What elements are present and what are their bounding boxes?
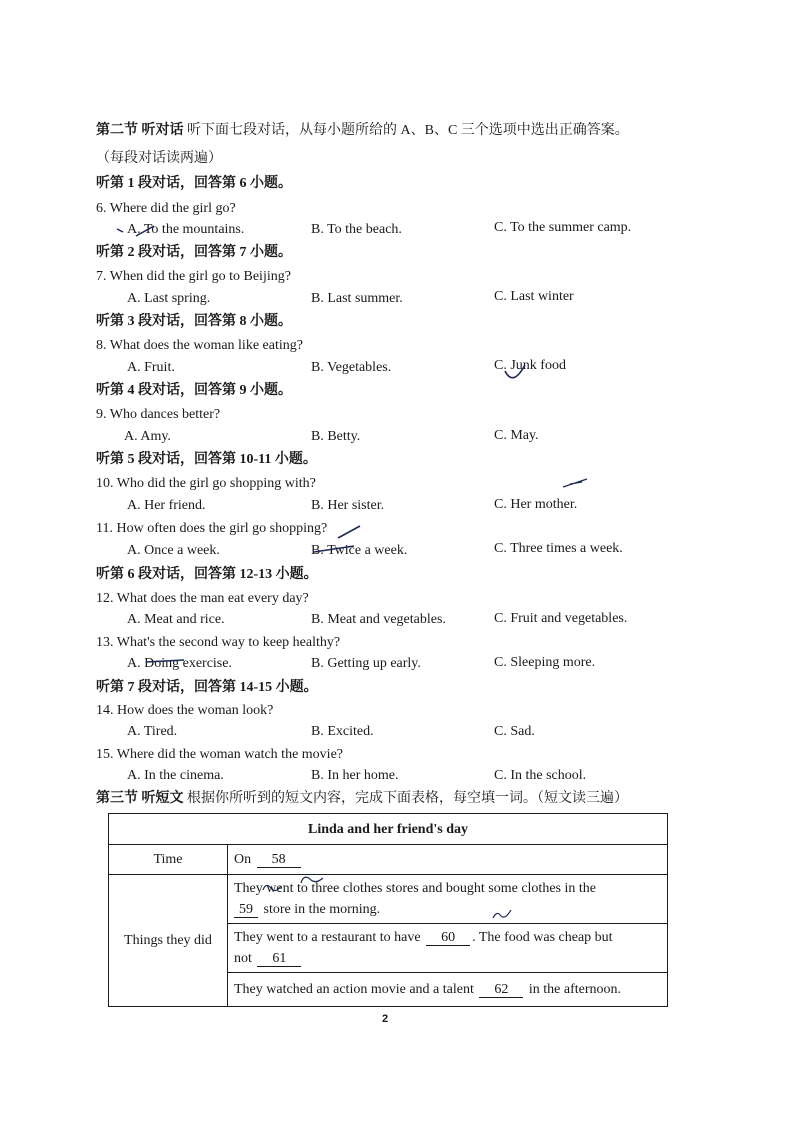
pen-mark-q6 xyxy=(117,229,123,232)
option-a: A. Meat and rice. xyxy=(127,612,225,627)
blank-61: 61 xyxy=(257,951,301,967)
option-a: A. Tired. xyxy=(127,724,178,739)
pen-mark-q10 xyxy=(563,479,587,487)
question-text: 8. What does the woman like eating? xyxy=(96,338,303,353)
question-text: 14. How does the woman look? xyxy=(96,703,274,718)
option-b: B. Betty. xyxy=(311,429,361,444)
question-text: 13. What's the second way to keep healthy? xyxy=(96,635,341,650)
question-text: 11. How often does the girl go shopping? xyxy=(96,521,328,536)
section3-heading-line xyxy=(96,790,628,808)
row2-text: They went to a restaurant to have xyxy=(234,930,421,945)
row1-text: They went to three clothes stores and bought some clothes in the xyxy=(234,881,596,896)
option-c: C. To the summer camp. xyxy=(494,220,632,235)
section2-heading: 第二节 听对话 xyxy=(96,123,184,138)
section3-heading: 第三节 听短文 xyxy=(96,791,184,806)
question-text: 12. What does the man eat every day? xyxy=(96,591,309,606)
option-a: A. Once a week. xyxy=(127,543,220,558)
dialogue-header: 听第 2 段对话，回答第 7 小题。 xyxy=(96,245,292,260)
option-b: B. Last summer. xyxy=(311,291,403,306)
option-b: B. To the beach. xyxy=(311,222,402,237)
row2-suffix: . The food was cheap but xyxy=(472,930,613,945)
time-prefix: On xyxy=(234,852,252,867)
option-a: A. To the mountains. xyxy=(127,222,245,237)
option-b: B. Getting up early. xyxy=(311,656,421,671)
dialogue-header: 听第 4 段对话，回答第 9 小题。 xyxy=(96,383,292,398)
time-cell xyxy=(228,845,668,875)
option-a: A. Last spring. xyxy=(127,291,211,306)
question-text: 10. Who did the girl go shopping with? xyxy=(96,476,316,491)
option-a: A. Amy. xyxy=(124,429,171,444)
dialogue-header: 听第 1 段对话，回答第 6 小题。 xyxy=(96,176,292,191)
option-c: C. Her mother. xyxy=(494,497,578,512)
dialogue-header: 听第 7 段对话，回答第 14-15 小题。 xyxy=(96,680,318,695)
option-c: C. Sleeping more. xyxy=(494,655,596,670)
option-c: C. Last winter xyxy=(494,289,574,304)
option-a: A. Fruit. xyxy=(127,360,175,375)
row1-suffix: store in the morning. xyxy=(263,902,381,917)
table-title: Linda and her friend's day xyxy=(109,814,668,845)
time-label: Time xyxy=(109,845,228,875)
things-label: Things they did xyxy=(109,875,228,1007)
section2-instruction: 听下面七段对话，从每小题所给的 A、B、C 三个选项中选出正确答案。 xyxy=(187,123,629,138)
blank-62: 62 xyxy=(479,982,523,998)
section2-heading-line xyxy=(96,122,629,140)
answer-table xyxy=(108,813,668,1007)
dialogue-header: 听第 5 段对话，回答第 10-11 小题。 xyxy=(96,452,317,467)
option-b: B. Vegetables. xyxy=(311,360,392,375)
row2-line2: not xyxy=(234,951,252,966)
option-b: B. Twice a week. xyxy=(311,543,408,558)
question-text: 6. Where did the girl go? xyxy=(96,201,236,216)
option-a: A. Doing exercise. xyxy=(127,656,232,671)
option-b: B. In her home. xyxy=(311,768,399,783)
option-b: B. Excited. xyxy=(311,724,374,739)
option-a: A. Her friend. xyxy=(127,498,206,513)
option-c: C. Fruit and vegetables. xyxy=(494,611,628,626)
things-row-3 xyxy=(228,973,668,1007)
option-c: C. Junk food xyxy=(494,358,566,373)
option-c: C. In the school. xyxy=(494,768,587,783)
section2-note: （每段对话读两遍） xyxy=(96,151,222,166)
things-row-1 xyxy=(228,875,668,924)
things-row-2 xyxy=(228,924,668,973)
dialogue-header: 听第 3 段对话，回答第 8 小题。 xyxy=(96,314,292,329)
option-c: C. May. xyxy=(494,428,539,443)
question-text: 9. Who dances better? xyxy=(96,407,221,422)
page-number: 2 xyxy=(382,1013,389,1025)
question-text: 7. When did the girl go to Beijing? xyxy=(96,269,291,284)
blank-58: 58 xyxy=(257,852,301,868)
option-a: A. In the cinema. xyxy=(127,768,224,783)
option-c: C. Three times a week. xyxy=(494,541,623,556)
dialogue-header: 听第 6 段对话，回答第 12-13 小题。 xyxy=(96,567,318,582)
section3-instruction: 根据你所听到的短文内容，完成下面表格，每空填一词。（短文读三遍） xyxy=(187,791,628,806)
blank-60: 60 xyxy=(426,930,470,946)
option-b: B. Her sister. xyxy=(311,498,385,513)
row3-text: They watched an action movie and a talent xyxy=(234,982,474,997)
option-b: B. Meat and vegetables. xyxy=(311,612,446,627)
blank-59: 59 xyxy=(234,902,258,918)
option-c: C. Sad. xyxy=(494,724,535,739)
row3-suffix: in the afternoon. xyxy=(528,982,621,997)
question-text: 15. Where did the woman watch the movie? xyxy=(96,747,343,762)
